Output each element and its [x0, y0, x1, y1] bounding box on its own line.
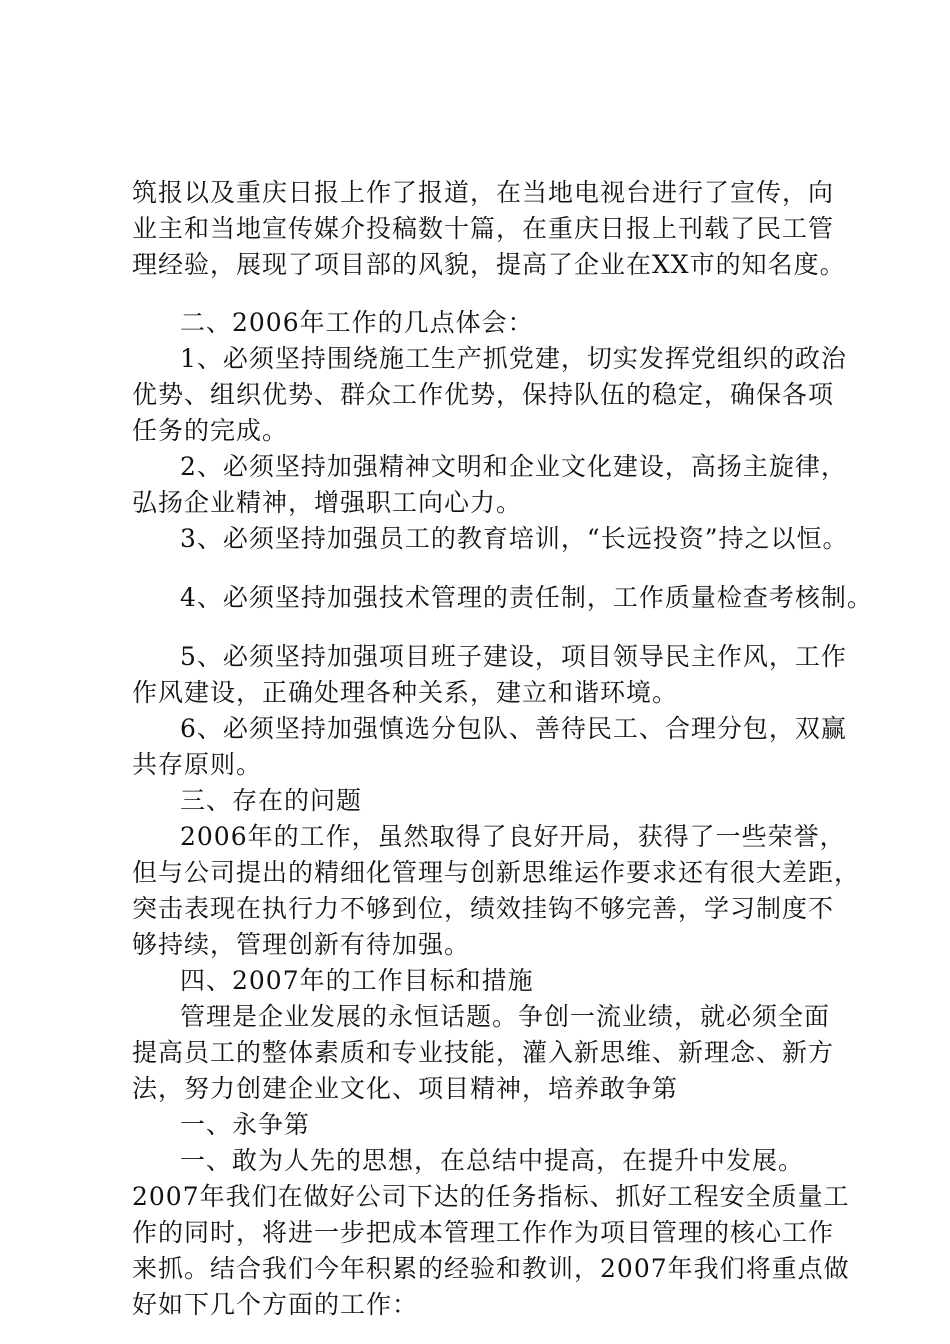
text-line: 6、必须坚持加强慎选分包队、善待民工、合理分包，双赢 — [180, 714, 847, 743]
text-line: 够持续，管理创新有待加强。 — [132, 930, 471, 959]
text-line: 作的同时，将进一步把成本管理工作作为项目管理的核心工作 — [132, 1218, 835, 1247]
text-line: 筑报以及重庆日报上作了报道，在当地电视台进行了宣传，向 — [132, 178, 835, 207]
section-heading: 三、存在的问题 — [180, 786, 363, 815]
text-line: 管理是企业发展的永恒话题。争创一流业绩，就必须全面 — [180, 1002, 831, 1031]
text-line: 作风建设，正确处理各种关系，建立和谐环境。 — [132, 678, 679, 707]
text-line: 弘扬企业精神，增强职工向心力。 — [132, 488, 523, 517]
text-line: 业主和当地宣传媒介投稿数十篇，在重庆日报上刊载了民工管 — [132, 214, 835, 243]
text-line: 法，努力创建企业文化、项目精神，培养敢争第 — [132, 1074, 679, 1103]
section-heading: 四、2007年的工作目标和措施 — [180, 966, 534, 995]
text-line: 突击表现在执行力不够到位，绩效挂钩不够完善，学习制度不 — [132, 894, 835, 923]
text-line: 一、敢为人先的思想，在总结中提高，在提升中发展。 — [180, 1146, 805, 1175]
text-line: 2006年的工作，虽然取得了良好开局，获得了一些荣誉， — [180, 822, 846, 851]
text-line: 好如下几个方面的工作： — [132, 1290, 419, 1319]
text-line: 1、必须坚持围绕施工生产抓党建，切实发挥党组织的政治 — [180, 344, 847, 373]
text-line: 任务的完成。 — [132, 416, 289, 445]
text-line: 一、永争第 — [180, 1110, 311, 1139]
text-line: 共存原则。 — [132, 750, 263, 779]
section-heading: 二、2006年工作的几点体会： — [180, 308, 534, 337]
text-line: 提高员工的整体素质和专业技能，灌入新思维、新理念、新方 — [132, 1038, 835, 1067]
text-line: 2、必须坚持加强精神文明和企业文化建设，高扬主旋律， — [180, 452, 847, 481]
text-line: 3、必须坚持加强员工的教育培训，“长远投资”持之以恒。 — [180, 524, 849, 553]
text-line: 优势、组织优势、群众工作优势，保持队伍的稳定，确保各项 — [132, 380, 835, 409]
text-line: 来抓。结合我们今年积累的经验和教训，2007年我们将重点做 — [132, 1254, 850, 1283]
text-line: 2007年我们在做好公司下达的任务指标、抓好工程安全质量工 — [132, 1182, 850, 1211]
text-line: 4、必须坚持加强技术管理的责任制，工作质量检查考核制。 — [180, 583, 873, 612]
text-line: 理经验，展现了项目部的风貌，提高了企业在XX市的知名度。 — [132, 250, 846, 279]
text-line: 但与公司提出的精细化管理与创新思维运作要求还有很大差距， — [132, 858, 861, 887]
text-line: 5、必须坚持加强项目班子建设，项目领导民主作风，工作 — [180, 642, 847, 671]
